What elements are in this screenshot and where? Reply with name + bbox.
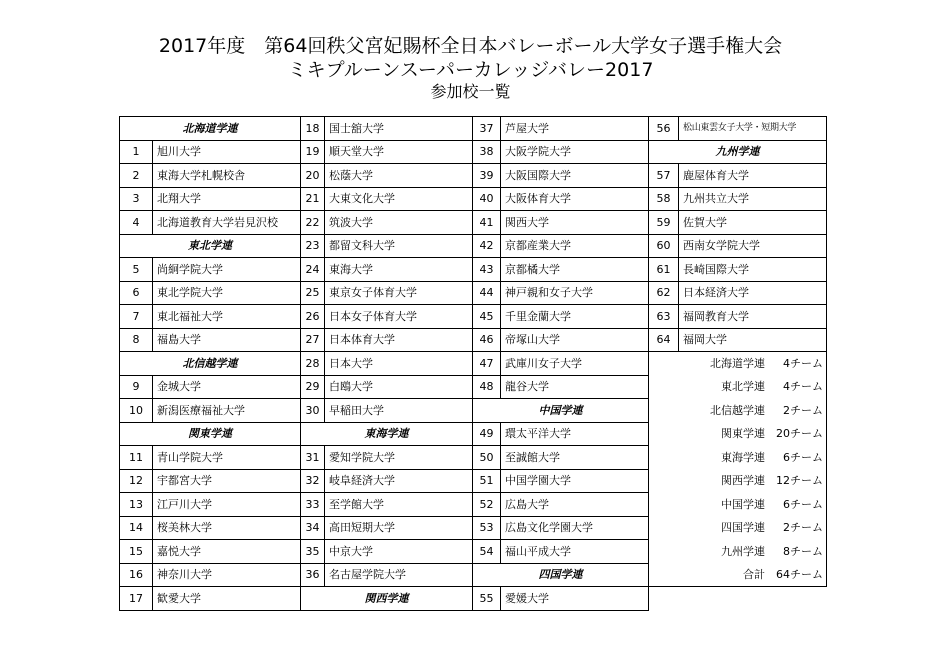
school-number: 64 [649,328,679,352]
school-number: 11 [120,446,153,470]
school-number: 19 [301,140,325,164]
school-name: 北翔大学 [153,187,301,211]
region-header-hokkaido: 北海道学連 [120,117,301,141]
school-number: 1 [120,140,153,164]
school-number: 41 [473,211,501,235]
school-name: 日本大学 [325,352,473,376]
school-name: 早稲田大学 [325,399,473,423]
school-number: 32 [301,469,325,493]
school-number: 10 [120,399,153,423]
school-name: 龍谷大学 [501,375,649,399]
school-number: 48 [473,375,501,399]
table-row [120,540,827,564]
region-header-kansai: 関西学連 [301,587,473,611]
school-name: 日本女子体育大学 [325,305,473,329]
summary-region: 合計 [743,568,765,581]
page-header [0,34,941,102]
school-name: 関西大学 [501,211,649,235]
school-name: 大阪体育大学 [501,187,649,211]
summary-count: 8チーム [783,544,823,558]
region-header-kanto: 関東学連 [120,422,301,446]
school-name: 国士舘大学 [325,117,473,141]
school-number: 12 [120,469,153,493]
summary-count: 4チーム [783,380,823,394]
table-row [120,281,827,305]
school-name: 福島大学 [153,328,301,352]
school-number: 30 [301,399,325,423]
school-number: 20 [301,164,325,188]
school-name: 歓愛大学 [153,587,301,611]
school-number: 40 [473,187,501,211]
school-number: 17 [120,587,153,611]
school-number: 57 [649,164,679,188]
summary-count: 4チーム [783,357,823,370]
school-name: 中国学園大学 [501,469,649,493]
table-row [120,375,827,399]
school-number: 39 [473,164,501,188]
region-header-kyushu: 九州学連 [649,140,827,164]
school-name: 宇都宮大学 [153,469,301,493]
table-row [120,493,827,517]
school-number: 24 [301,258,325,282]
school-name: 東海大学 [325,258,473,282]
school-number: 7 [120,305,153,329]
school-name: 愛媛大学 [501,587,649,611]
school-number: 36 [301,563,325,587]
region-header-hokushinetsu: 北信越学連 [120,352,301,376]
school-name: 岐阜経済大学 [325,469,473,493]
school-number: 15 [120,540,153,564]
school-number: 25 [301,281,325,305]
table-row [120,117,827,141]
summary-row [649,422,827,446]
school-number: 60 [649,234,679,258]
school-name: 名古屋学院大学 [325,563,473,587]
summary-count: 12チーム [776,474,823,488]
school-number: 21 [301,187,325,211]
school-number: 59 [649,211,679,235]
school-number: 55 [473,587,501,611]
school-number: 6 [120,281,153,305]
school-number: 18 [301,117,325,141]
school-name: 都留文科大学 [325,234,473,258]
school-name: 尚絅学院大学 [153,258,301,282]
school-name: 白鴎大学 [325,375,473,399]
table-row [120,422,827,446]
school-number: 2 [120,164,153,188]
school-number: 61 [649,258,679,282]
summary-region: 九州学連 [721,544,765,558]
school-number: 4 [120,211,153,235]
school-number: 44 [473,281,501,305]
school-name: 大阪国際大学 [501,164,649,188]
region-header-shikoku: 四国学連 [473,563,649,587]
table-row [120,140,827,164]
school-name: 至学館大学 [325,493,473,517]
school-number: 26 [301,305,325,329]
table-row [120,399,827,423]
summary-row [649,540,827,564]
school-number: 52 [473,493,501,517]
school-number: 3 [120,187,153,211]
summary-count: 2チーム [783,403,823,417]
summary-region: 東北学連 [721,380,765,394]
table-row [120,587,827,611]
school-name: 大阪学院大学 [501,140,649,164]
table-row [120,352,827,376]
school-name: 芦屋大学 [501,117,649,141]
school-name: 佐賀大学 [679,211,827,235]
school-number: 62 [649,281,679,305]
school-number: 8 [120,328,153,352]
summary-count: 2チーム [783,521,823,535]
table-row [120,187,827,211]
school-number: 47 [473,352,501,376]
school-number: 45 [473,305,501,329]
school-name: 金城大学 [153,375,301,399]
school-number: 38 [473,140,501,164]
summary-region: 関東学連 [721,427,765,441]
region-header-tokai: 東海学連 [301,422,473,446]
table-row [120,328,827,352]
table-row [120,164,827,188]
school-name: 福山平成大学 [501,540,649,564]
school-name: 順天堂大学 [325,140,473,164]
region-header-chugoku: 中国学連 [473,399,649,423]
summary-count: 6チーム [783,450,823,464]
school-name: 九州共立大学 [679,187,827,211]
summary-row [649,563,827,587]
school-number: 35 [301,540,325,564]
school-name: 日本経済大学 [679,281,827,305]
school-name: 高田短期大学 [325,516,473,540]
school-number: 14 [120,516,153,540]
summary-row [649,352,827,376]
school-name: 北海道教育大学岩見沢校 [153,211,301,235]
table-row [120,469,827,493]
school-name: 青山学院大学 [153,446,301,470]
summary-region: 北海道学連 [710,357,765,370]
summary-region: 関西学連 [721,474,765,488]
school-name: 江戸川大学 [153,493,301,517]
summary-row [649,399,827,423]
school-name: 桜美林大学 [153,516,301,540]
summary-row [649,446,827,470]
school-name: 新潟医療福祉大学 [153,399,301,423]
school-name: 中京大学 [325,540,473,564]
participant-table [119,116,827,611]
school-name: 日本体育大学 [325,328,473,352]
summary-count: 20チーム [776,427,823,441]
school-name: 至誠館大学 [501,446,649,470]
summary-region: 北信越学連 [710,403,765,417]
summary-count: 6チーム [783,497,823,511]
school-number: 51 [473,469,501,493]
school-number: 13 [120,493,153,517]
school-name: 福岡大学 [679,328,827,352]
school-name: 京都産業大学 [501,234,649,258]
school-name: 松山東雲女子大学・短期大学 [679,117,827,141]
summary-row [649,516,827,540]
blank-cell [649,587,827,611]
school-name: 東北学院大学 [153,281,301,305]
table-row [120,258,827,282]
table-row [120,563,827,587]
school-name: 神奈川大学 [153,563,301,587]
school-number: 42 [473,234,501,258]
list-heading: 参加校一覧 [430,82,511,101]
school-name: 広島文化学園大学 [501,516,649,540]
school-number: 23 [301,234,325,258]
table-row [120,305,827,329]
table-row [120,516,827,540]
school-name: 広島大学 [501,493,649,517]
school-name: 嘉悦大学 [153,540,301,564]
school-name: 福岡教育大学 [679,305,827,329]
tournament-title: 2017年度 第64回秩父宮妃賜杯全日本バレーボール大学女子選手権大会 [158,35,783,57]
summary-region: 中国学連 [721,497,765,511]
school-number: 46 [473,328,501,352]
school-name: 東北福祉大学 [153,305,301,329]
school-name: 帝塚山大学 [501,328,649,352]
school-number: 50 [473,446,501,470]
school-name: 千里金蘭大学 [501,305,649,329]
summary-row [649,493,827,517]
school-number: 31 [301,446,325,470]
school-number: 16 [120,563,153,587]
table-row [120,211,827,235]
school-name: 旭川大学 [153,140,301,164]
school-number: 29 [301,375,325,399]
school-name: 長崎国際大学 [679,258,827,282]
region-header-tohoku: 東北学連 [120,234,301,258]
school-number: 5 [120,258,153,282]
school-name: 愛知学院大学 [325,446,473,470]
school-name: 大東文化大学 [325,187,473,211]
school-number: 34 [301,516,325,540]
school-number: 63 [649,305,679,329]
school-name: 筑波大学 [325,211,473,235]
school-number: 22 [301,211,325,235]
school-name: 東京女子体育大学 [325,281,473,305]
school-name: 神戸親和女子大学 [501,281,649,305]
school-name: 西南女学院大学 [679,234,827,258]
table-row [120,234,827,258]
school-name: 東海大学札幌校舎 [153,164,301,188]
summary-row [649,375,827,399]
school-number: 54 [473,540,501,564]
school-number: 58 [649,187,679,211]
school-name: 鹿屋体育大学 [679,164,827,188]
summary-region: 東海学連 [721,450,765,464]
school-number: 33 [301,493,325,517]
school-number: 9 [120,375,153,399]
school-number: 49 [473,422,501,446]
school-number: 37 [473,117,501,141]
school-name: 武庫川女子大学 [501,352,649,376]
school-number: 28 [301,352,325,376]
summary-region: 四国学連 [721,521,765,535]
event-subtitle: ミキプルーンスーパーカレッジバレー2017 [287,59,654,81]
school-name: 環太平洋大学 [501,422,649,446]
summary-row [649,469,827,493]
school-name: 松蔭大学 [325,164,473,188]
school-number: 43 [473,258,501,282]
school-number: 56 [649,117,679,141]
table-row [120,446,827,470]
school-name: 京都橘大学 [501,258,649,282]
school-number: 53 [473,516,501,540]
summary-count: 64チーム [776,568,823,581]
school-number: 27 [301,328,325,352]
